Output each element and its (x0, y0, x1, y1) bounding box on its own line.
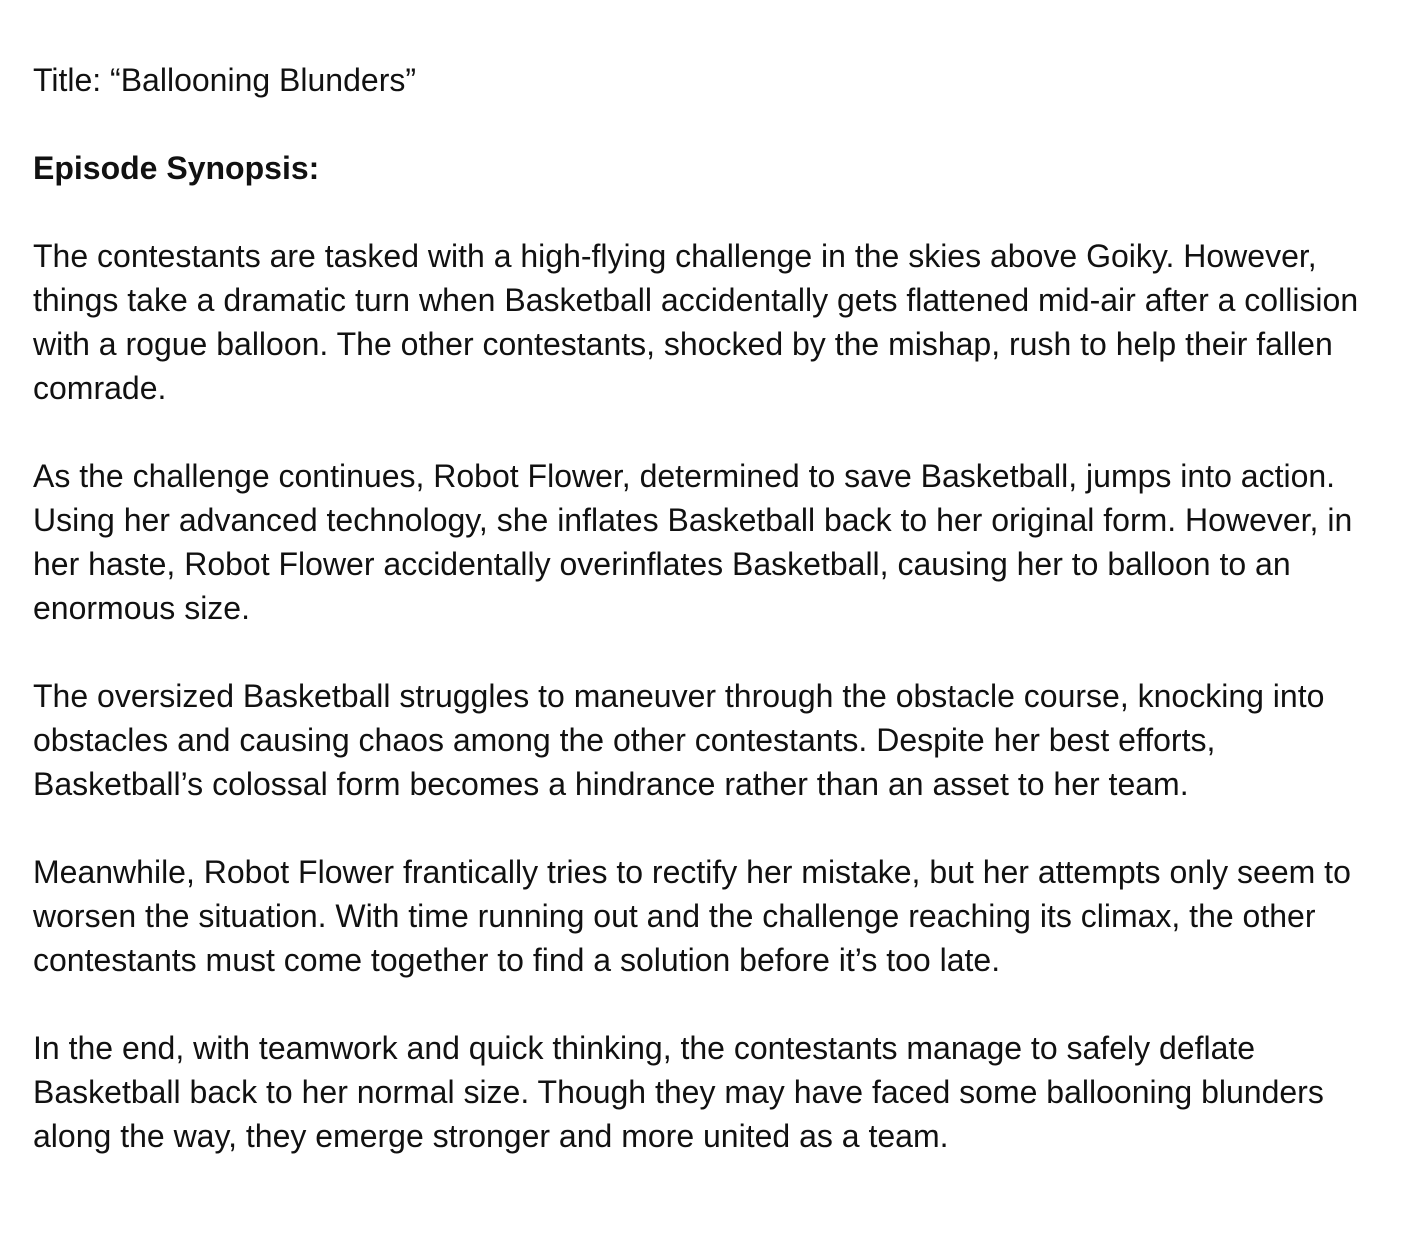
synopsis-paragraph-1: The contestants are tasked with a high-flying challenge in the skies above Goiky. However, things take a dramatic turn when Basketball accidentally gets flattened mid-air after a collision with a rogue balloon. The other contestants, shocked by the mishap, rush to help their fallen comrade. (33, 238, 1359, 406)
synopsis-paragraph-5: In the end, with teamwork and quick thinking, the contestants manage to safely deflate Basketball back to her normal size. Though they may have faced some ballooning blunders along the way, they emerge stronger and more united as a team. (33, 1030, 1324, 1154)
synopsis-paragraph-2: As the challenge continues, Robot Flower, determined to save Basketball, jumps into action. Using her advanced technology, she inflates Basketball back to her original form. However, in her haste, Robot Flower accidentally overinflates Basketball, causing her to balloon to an enormous size. (33, 458, 1353, 626)
document-body (33, 58, 1383, 1158)
synopsis-paragraph-3: The oversized Basketball struggles to maneuver through the obstacle course, knocking into obstacles and causing chaos among the other contestants. Despite her best efforts, Basketball’s colossal form becomes a hindrance rather than an asset to her team. (33, 678, 1325, 802)
title-line: Title: “Ballooning Blunders” (33, 62, 416, 98)
synopsis-paragraph-4: Meanwhile, Robot Flower frantically tries to rectify her mistake, but her attempts only seem to worsen the situation. With time running out and the challenge reaching its climax, the other contestants must come together to find a solution before it’s too late. (33, 854, 1351, 978)
section-heading: Episode Synopsis: (33, 150, 320, 186)
